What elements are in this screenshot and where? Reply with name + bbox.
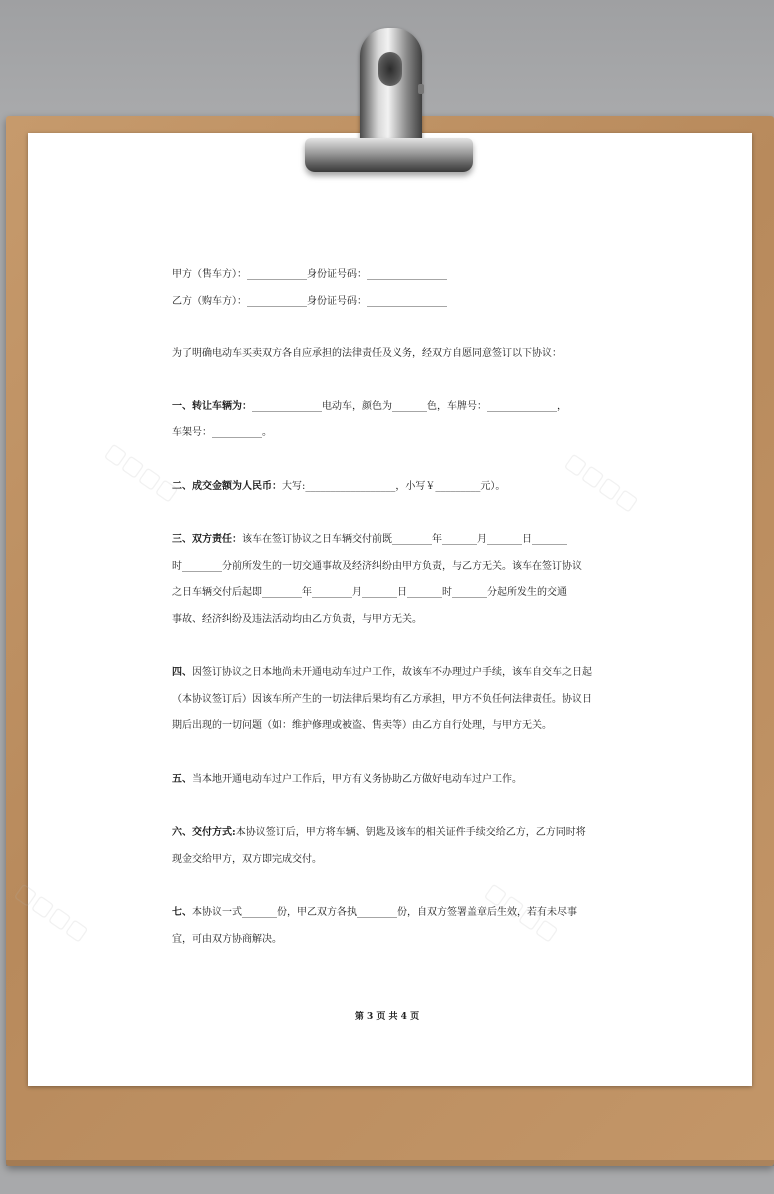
section-4-title: 四、	[172, 667, 192, 678]
section-3-title: 三、双方责任：	[172, 534, 242, 545]
section-2-line-1: 二、成交金额为人民币：大写:__________________，小写￥_________元）。	[172, 480, 506, 492]
page-number: 第 3 页 共 4 页	[354, 1012, 420, 1022]
watermark: ▢▢▢▢	[100, 438, 183, 507]
binder-clip-base	[305, 138, 473, 172]
party-b-line: 乙方（购车方）：____________身份证号码：________________	[172, 295, 447, 307]
watermark: ▢▢▢▢	[480, 878, 563, 947]
section-6-line-1: 六、交付方式:本协议签订后，甲方将车辆、钥匙及该车的相关证件手续交给乙方，乙方同时将	[172, 827, 586, 838]
section-7-line-2: 宜，可由双方协商解决。	[172, 933, 282, 945]
section-6-line-2: 现金交给甲方，双方即完成交付。	[172, 853, 322, 865]
binder-clip-arm	[360, 28, 422, 148]
section-3-line-4: 事故、经济纠纷及违法活动均由乙方负责，与甲方无关。	[172, 613, 422, 625]
section-4-line-1: 四、因签订协议之日本地尚未开通电动车过户工作，故该车不办理过户手续，该车自交车之日起	[172, 667, 592, 678]
section-1-line-1: 一、转让车辆为：______________电动车，颜色为_______色，车牌号：______________，	[172, 400, 567, 412]
watermark: ▢▢▢▢	[560, 448, 643, 517]
section-3-line-3: 之日车辆交付后起即________年________月_______日_______时_______分起所发生的交通	[172, 587, 567, 598]
section-5-title: 五、	[172, 773, 192, 785]
party-a-line: 甲方（售车方）：____________身份证号码：________________	[172, 269, 447, 280]
section-3-line-1: 三、双方责任：该车在签订协议之日车辆交付前既________年_______月_______日_______	[172, 534, 567, 545]
agreement-body	[172, 262, 612, 953]
intro-text: 为了明确电动车买卖双方各自应承担的法律责任及义务，经双方自愿同意签订以下协议：	[172, 348, 562, 359]
section-3-line-2: 时________分前所发生的一切交通事故及经济纠纷由甲方负责，与乙方无关。该车在签订协议	[172, 560, 582, 572]
section-1-title: 一、转让车辆为：	[172, 400, 252, 412]
section-4-line-2: （本协议签订后）因该车所产生的一切法律后果均有乙方承担，甲方不负任何法律责任。协议日	[172, 693, 592, 705]
section-2-title: 二、成交金额为人民币：	[172, 480, 282, 492]
section-7-title: 七、	[172, 907, 192, 918]
section-4-line-3: 期后出现的一切问题（如：维护修理或被盗、售卖等）由乙方自行处理，与甲方无关。	[172, 720, 552, 731]
section-5-line-1: 五、当本地开通电动车过户工作后，甲方有义务协助乙方做好电动车过户工作。	[172, 773, 522, 785]
section-1-line-2: 车架号：__________。	[172, 427, 272, 438]
binder-clip-pin	[418, 84, 424, 94]
binder-clip-hole	[378, 52, 402, 86]
section-6-title: 六、交付方式:	[172, 827, 236, 838]
section-7-line-1: 七、本协议一式_______份，甲乙双方各执________份，自双方签署盖章后生效，若有未尽事	[172, 907, 577, 918]
clipboard-edge	[6, 1160, 774, 1166]
watermark: ▢▢▢▢	[10, 878, 93, 947]
